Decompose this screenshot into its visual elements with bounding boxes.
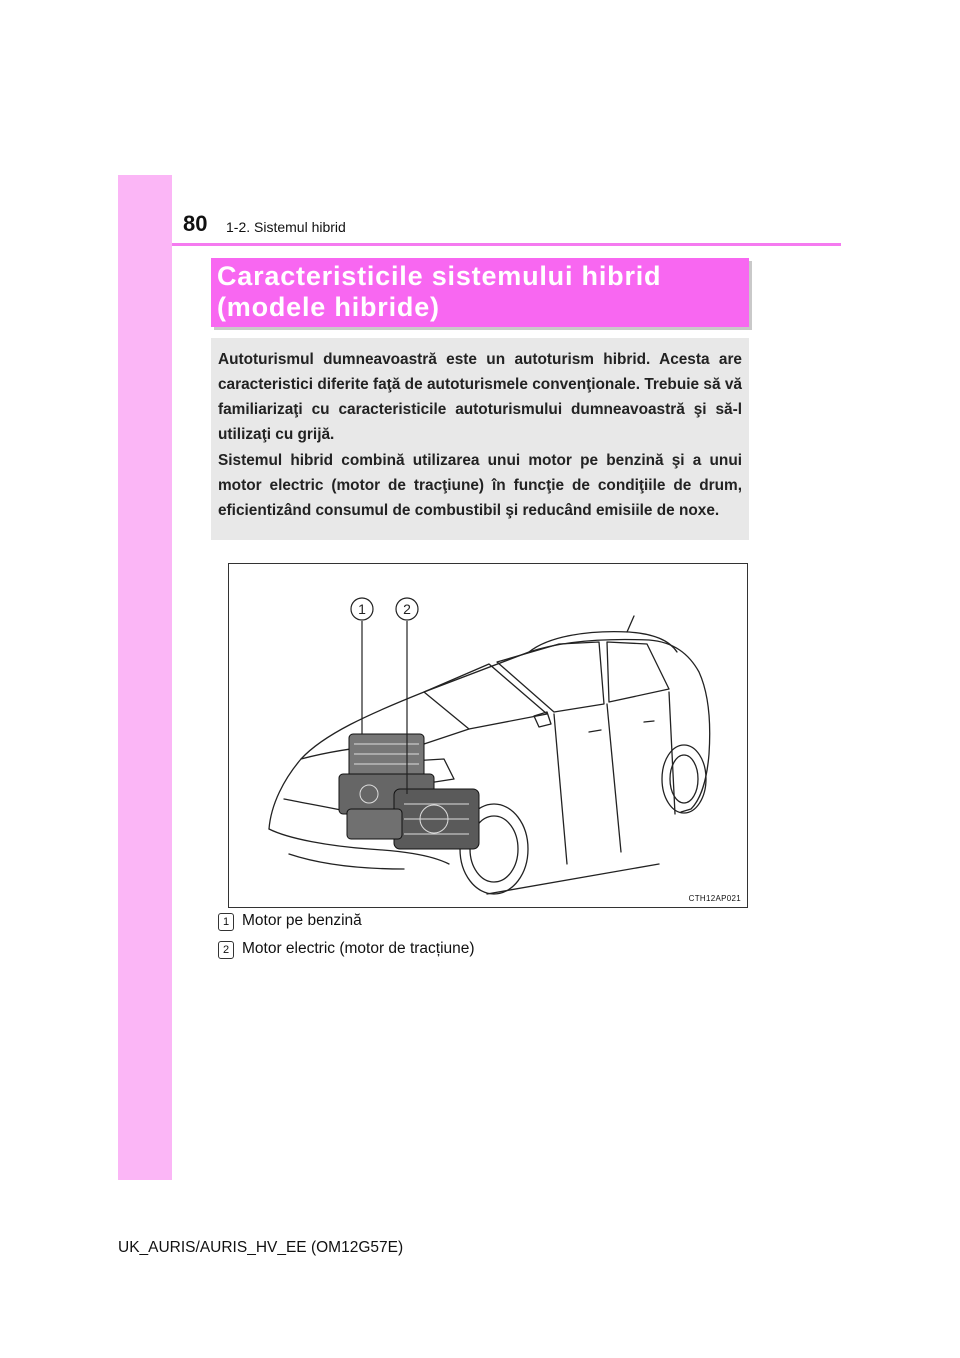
figure-frame xyxy=(228,563,748,908)
figure-code: CTH12AP021 xyxy=(688,894,741,903)
title-line-1: Caracteristicile sistemului hibrid xyxy=(217,261,662,291)
intro-paragraph-2: Sistemul hibrid combină utilizarea unui motor pe benzină şi a unui motor electric (motor de tracţiune) în funcţie de condiţiile de drum, eficientizând consumul de combustibil şi reducând emisiile de noxe. xyxy=(218,452,742,519)
header-rule xyxy=(172,243,841,246)
page-title xyxy=(217,261,737,323)
callout-1: 1 xyxy=(358,601,366,617)
footer-model-code: UK_AURIS/AURIS_HV_EE (OM12G57E) xyxy=(118,1239,404,1256)
title-line-2: (modele hibride) xyxy=(217,292,440,322)
intro-box xyxy=(211,338,749,540)
intro-paragraph-1: Autoturismul dumneavoastră este un autoturism hibrid. Acesta are caracteristici diferite faţă de autoturismele convenţionale. Trebuie să vă familiarizaţi cu caracteristicile autoturismului dumneavoastră şi să-l utilizaţi cu grijă. xyxy=(218,351,742,443)
legend-text-1: Motor pe benzină xyxy=(242,912,362,929)
legend-number-2: 2 xyxy=(218,941,234,959)
section-label: 1-2. Sistemul hibrid xyxy=(226,219,346,235)
title-box xyxy=(211,258,749,327)
side-tab-bar xyxy=(118,175,172,1180)
legend-text-2: Motor electric (motor de tracțiune) xyxy=(242,940,475,957)
hybrid-car-engine-illustration xyxy=(229,564,747,907)
page-number: 80 xyxy=(183,211,208,236)
callout-2: 2 xyxy=(403,601,411,617)
legend-number-1: 1 xyxy=(218,913,234,931)
